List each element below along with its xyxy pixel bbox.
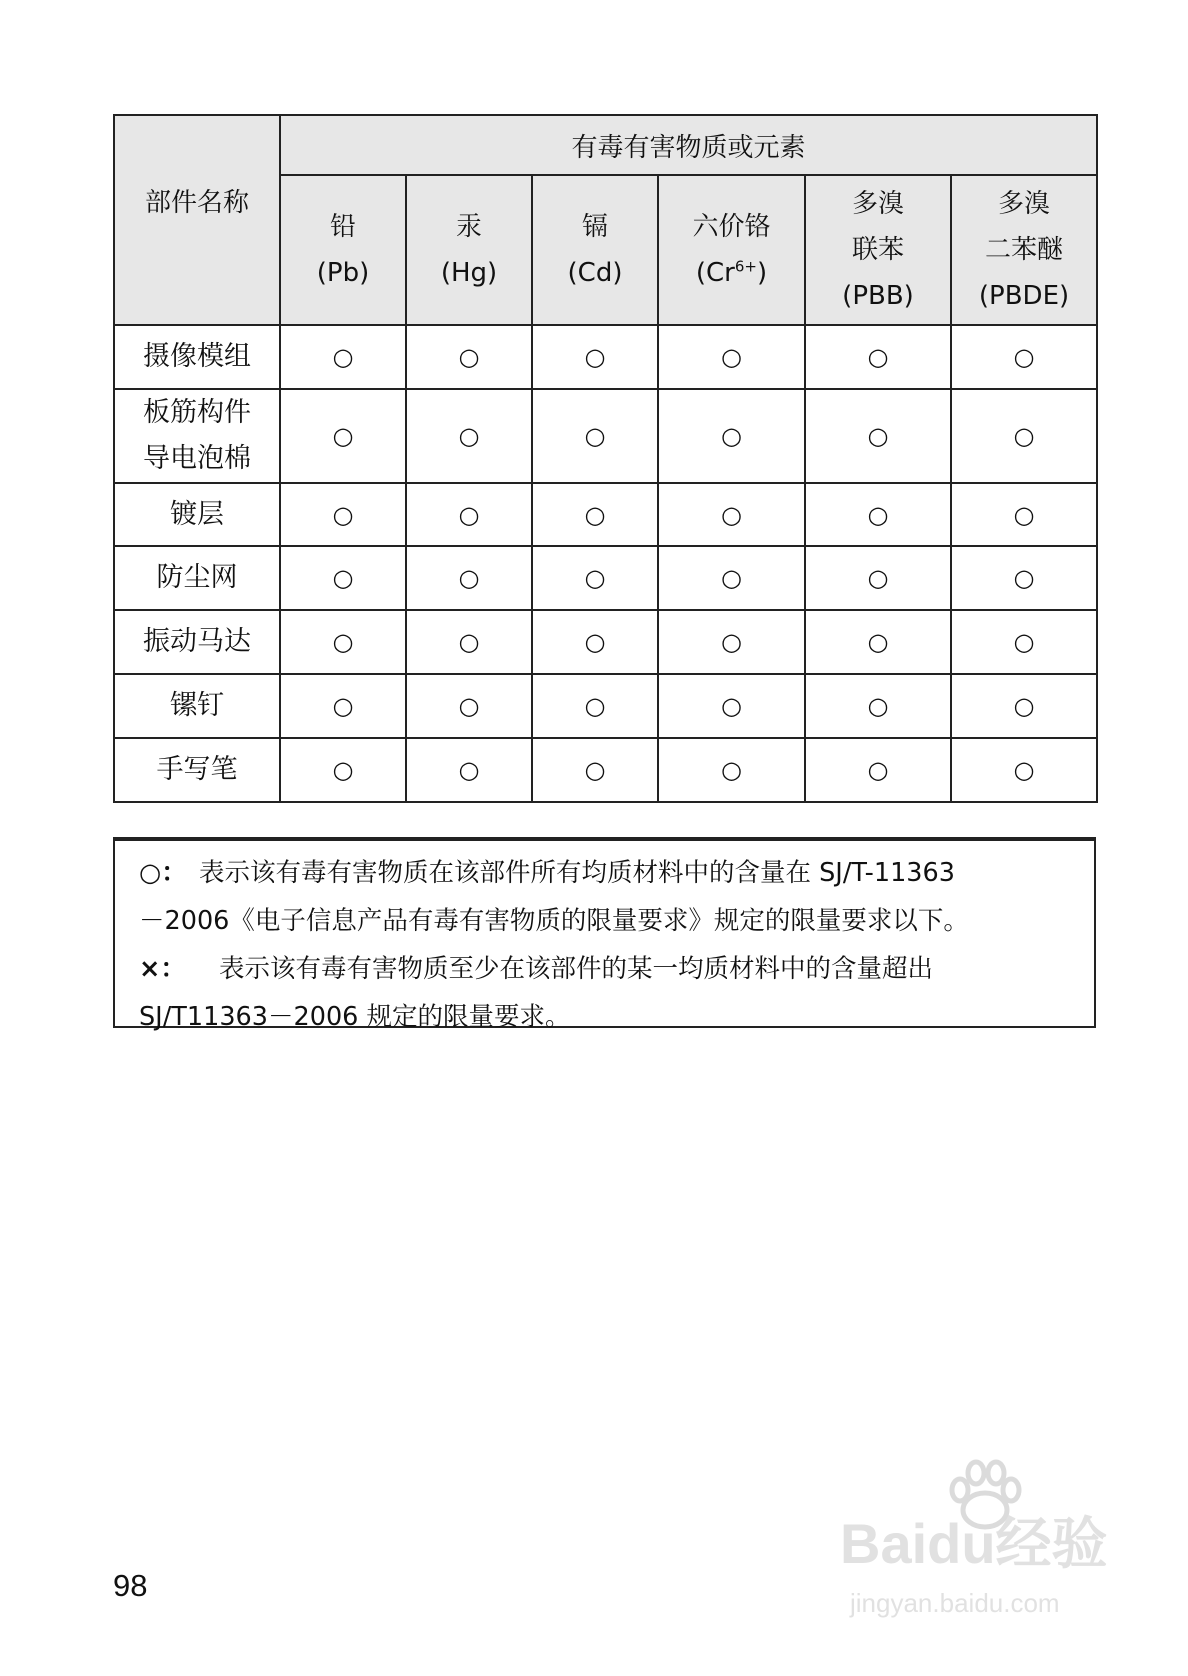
substance-mark-cell: ○ <box>532 546 658 610</box>
substance-header-hg <box>406 175 532 325</box>
substance-mark-cell: ○ <box>658 325 805 389</box>
substance-group-header: 有毒有害物质或元素 <box>280 115 1097 175</box>
substance-mark-cell: ○ <box>951 389 1097 483</box>
substance-mark-cell: ○ <box>951 483 1097 546</box>
substance-mark-cell: ○ <box>532 389 658 483</box>
substance-mark-cell: ○ <box>532 674 658 738</box>
substance-mark-cell: ○ <box>658 389 805 483</box>
substance-symbol: (Hg) <box>440 258 498 288</box>
substance-symbol: (Pb) <box>316 258 370 288</box>
part-name-cell <box>114 483 280 546</box>
part-name-line: 摄像模组 <box>143 341 251 372</box>
substance-mark-cell: ○ <box>805 674 951 738</box>
part-name-cell <box>114 389 280 483</box>
hazardous-substances-table <box>113 114 1098 803</box>
substance-name: 多溴 <box>998 189 1051 219</box>
substance-mark-cell: ○ <box>280 546 406 610</box>
watermark-brand: Baidu经验 <box>840 1512 1108 1575</box>
part-name-cell <box>114 610 280 674</box>
part-name-line: 镀层 <box>170 498 224 530</box>
part-name-line: 振动马达 <box>143 626 251 657</box>
substance-mark-cell: ○ <box>951 546 1097 610</box>
substance-mark-cell: ○ <box>658 483 805 546</box>
substance-name-2: 联苯 <box>851 235 904 265</box>
substance-name: 汞 <box>455 212 482 242</box>
substance-mark-cell: ○ <box>280 389 406 483</box>
baidu-watermark <box>840 1500 1130 1630</box>
substance-header-pbde <box>951 175 1097 325</box>
substance-mark-cell: ○ <box>532 483 658 546</box>
substance-symbol: (PBDE) <box>978 281 1070 311</box>
substance-header-cd <box>532 175 658 325</box>
table-row <box>114 610 1097 674</box>
substance-mark-cell: ○ <box>406 738 532 802</box>
substance-header-pb <box>280 175 406 325</box>
substance-mark-cell: ○ <box>280 674 406 738</box>
substance-mark-cell: ○ <box>280 738 406 802</box>
substance-mark-cell: ○ <box>658 610 805 674</box>
part-name-cell <box>114 546 280 610</box>
substance-mark-cell: ○ <box>406 389 532 483</box>
part-name-header: 部件名称 <box>114 115 280 325</box>
substance-symbol: $(Cr^{6+})$ <box>695 257 768 288</box>
substance-header-cr6 <box>658 175 805 325</box>
substance-name: 铅 <box>329 212 356 242</box>
note-line: －2006《电子信息产品有毒有害物质的限量要求》规定的限量要求以下。 <box>139 906 969 936</box>
substance-name: 多溴 <box>851 189 904 219</box>
substance-mark-cell: ○ <box>280 483 406 546</box>
substance-header-pbb <box>805 175 951 325</box>
substance-mark-cell: ○ <box>406 325 532 389</box>
table-row <box>114 325 1097 389</box>
part-name-line: 镙钉 <box>170 690 224 721</box>
substance-mark-cell: ○ <box>951 674 1097 738</box>
substance-mark-cell: ○ <box>805 483 951 546</box>
substance-mark-cell: ○ <box>658 674 805 738</box>
substance-mark-cell: ○ <box>406 610 532 674</box>
substance-mark-cell: ○ <box>280 325 406 389</box>
substance-mark-cell: ○ <box>406 483 532 546</box>
watermark-url: jingyan.baidu.com <box>850 1588 1060 1618</box>
circle-symbol: ○： <box>139 858 187 888</box>
part-name-cell <box>114 674 280 738</box>
part-name-cell <box>114 738 280 802</box>
page-number: 98 <box>113 1568 148 1603</box>
part-name-line: 手写笔 <box>156 754 238 785</box>
substance-symbol: (PBB) <box>842 281 914 311</box>
substance-mark-cell: ○ <box>658 738 805 802</box>
substance-mark-cell: ○ <box>805 738 951 802</box>
substance-name-2: 二苯醚 <box>985 235 1064 265</box>
substance-mark-cell: ○ <box>951 610 1097 674</box>
substance-mark-cell: ○ <box>805 546 951 610</box>
part-name-line: 导电泡棉 <box>143 443 251 474</box>
substance-mark-cell: ○ <box>805 610 951 674</box>
table-row <box>114 674 1097 738</box>
substance-mark-cell: ○ <box>658 546 805 610</box>
substance-symbol: (Cd) <box>567 258 623 288</box>
table-row <box>114 389 1097 483</box>
substance-mark-cell: ○ <box>406 546 532 610</box>
note-line: ×： 表示该有毒有害物质至少在该部件的某一均质材料中的含量超出 <box>139 945 1074 993</box>
substance-name: 六价铬 <box>692 212 771 242</box>
note-line: SJ/T11363－2006 规定的限量要求。 <box>139 1002 571 1032</box>
table-row <box>114 738 1097 802</box>
substance-name: 镉 <box>581 212 608 242</box>
part-name-line: 防尘网 <box>156 562 238 593</box>
legend-notes <box>113 837 1096 1032</box>
substance-mark-cell: ○ <box>532 738 658 802</box>
substance-mark-cell: ○ <box>805 389 951 483</box>
substance-mark-cell: ○ <box>532 325 658 389</box>
substance-mark-cell: ○ <box>406 674 532 738</box>
substance-mark-cell: ○ <box>280 610 406 674</box>
table-row <box>114 546 1097 610</box>
substance-mark-cell: ○ <box>951 738 1097 802</box>
note-line: ○： 表示该有毒有害物质在该部件所有均质材料中的含量在 SJ/T-11363 <box>139 849 1074 897</box>
cross-symbol: ×： <box>139 954 186 984</box>
substance-mark-cell: ○ <box>951 325 1097 389</box>
table-row <box>114 483 1097 546</box>
substance-mark-cell: ○ <box>532 610 658 674</box>
part-name-cell <box>114 325 280 389</box>
part-name-line: 板筋构件 <box>143 397 251 428</box>
substance-mark-cell: ○ <box>805 325 951 389</box>
